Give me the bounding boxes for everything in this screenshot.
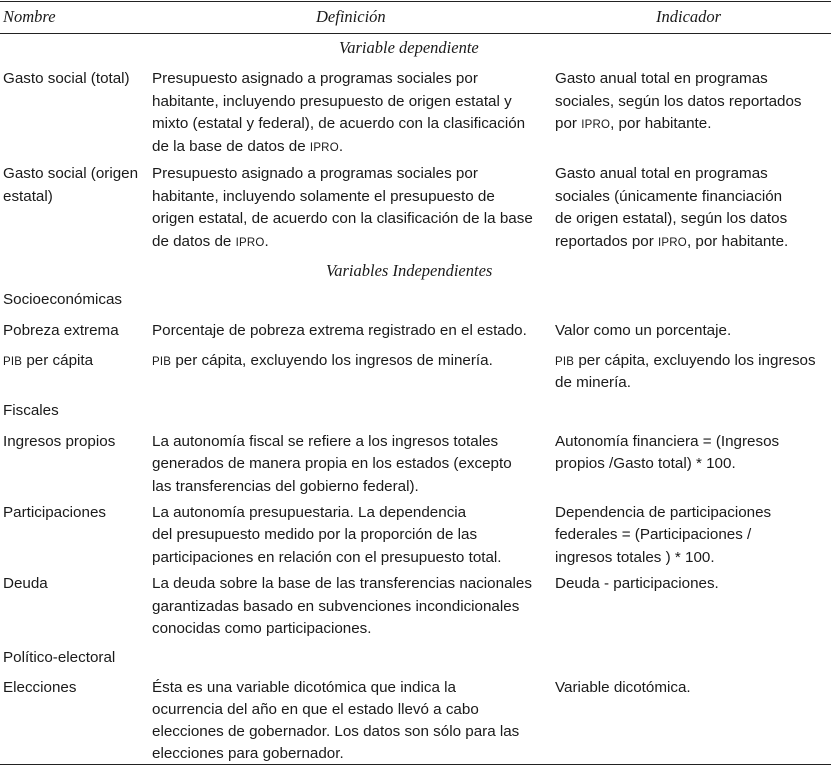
header-definicion: Definición: [316, 7, 386, 26]
row-gasto-estatal-def-4: de datos de IPRO.: [152, 233, 269, 250]
row-elecciones-def-3: elecciones de gobernador. Los datos son sólo para las: [152, 723, 520, 740]
abbr-pib: PIB: [152, 356, 172, 368]
row-participaciones-ind-2: federales = (Participaciones /: [555, 526, 752, 543]
row-gasto-total-ind-1: Gasto anual total en programas: [555, 70, 768, 87]
row-elecciones-def-2: ocurrencia del año en que el estado llevó a cabo: [152, 701, 479, 718]
header-nombre: Nombre: [3, 7, 56, 26]
row-ingresos-ind-1: Autonomía financiera = (Ingresos: [555, 433, 780, 450]
row-ingresos-def-3: las transferencias del gobierno federal).: [152, 478, 419, 495]
row-gasto-total-def-1: Presupuesto asignado a programas sociales por: [152, 70, 478, 87]
row-deuda-def-1: La deuda sobre la base de las transferencias nacionales: [152, 575, 532, 592]
row-gasto-estatal-ind-3: de origen estatal), según los datos: [555, 210, 788, 227]
row-participaciones-def-2: del presupuesto medido por la proporción de las: [152, 526, 478, 543]
row-pobreza-ind: Valor como un porcentaje.: [555, 322, 732, 339]
row-gasto-estatal-ind-1: Gasto anual total en programas: [555, 165, 768, 182]
row-gasto-estatal-nombre-1: Gasto social (origen: [3, 165, 139, 182]
row-participaciones-def-1: La autonomía presupuestaria. La dependencia: [152, 504, 467, 521]
row-deuda-def-2: garantizadas basado en subvenciones incondicionales: [152, 598, 520, 615]
row-participaciones-def-3: participaciones en relación con el presupuesto total.: [152, 549, 502, 566]
row-gasto-total-ind-2: sociales, según los datos reportados: [555, 93, 802, 110]
row-pib-ind-2: de minería.: [555, 374, 631, 391]
row-pib-ind-1: PIB per cápita, excluyendo los ingresos: [555, 352, 816, 369]
row-elecciones-def-4: elecciones para gobernador.: [152, 745, 344, 762]
group-fiscales: Fiscales: [3, 402, 59, 419]
header-rule: [0, 33, 831, 34]
row-deuda-ind: Deuda - participaciones.: [555, 575, 719, 592]
row-pib-nombre: PIB per cápita: [3, 352, 94, 369]
abbr-ipro: IPRO: [581, 119, 611, 131]
abbr-ipro: IPRO: [658, 237, 687, 249]
row-gasto-total-def-3: mixto (estatal y federal), de acuerdo con la clasificación: [152, 115, 526, 132]
abbr-pib: PIB: [555, 356, 575, 368]
row-gasto-estatal-ind-4: reportados por IPRO, por habitante.: [555, 233, 789, 250]
row-gasto-total-nombre: Gasto social (total): [3, 70, 130, 87]
group-socioeconomicas: Socioeconómicas: [3, 291, 123, 308]
row-gasto-estatal-nombre-2: estatal): [3, 188, 53, 205]
bottom-rule: [0, 764, 831, 765]
row-ingresos-def-1: La autonomía fiscal se refiere a los ingresos totales: [152, 433, 499, 450]
row-gasto-estatal-def-2: habitante, incluyendo solamente el presupuesto de: [152, 188, 495, 205]
row-pib-def: PIB per cápita, excluyendo los ingresos de minería.: [152, 352, 493, 369]
row-gasto-total-def-4: de la base de datos de IPRO.: [152, 138, 344, 155]
section-variables-independientes: Variables Independientes: [326, 261, 493, 280]
row-ingresos-ind-2: propios /Gasto total) * 100.: [555, 455, 736, 472]
row-gasto-estatal-ind-2: sociales (únicamente financiación: [555, 188, 783, 205]
row-gasto-estatal-def-3: origen estatal, de acuerdo con la clasificación de la base: [152, 210, 533, 227]
row-ingresos-nombre: Ingresos propios: [3, 433, 116, 450]
row-deuda-nombre: Deuda: [3, 575, 48, 592]
row-participaciones-ind-1: Dependencia de participaciones: [555, 504, 772, 521]
top-rule: [0, 1, 831, 2]
row-deuda-def-3: conocidas como participaciones.: [152, 620, 372, 637]
section-variable-dependiente: Variable dependiente: [339, 38, 479, 57]
row-ingresos-def-2: generados de manera propia en los estados (excepto: [152, 455, 512, 472]
row-gasto-total-ind-3: por IPRO, por habitante.: [555, 115, 712, 132]
row-elecciones-nombre: Elecciones: [3, 679, 77, 696]
row-pobreza-def: Porcentaje de pobreza extrema registrado en el estado.: [152, 322, 527, 339]
abbr-pib: PIB: [3, 356, 23, 368]
abbr-ipro: IPRO: [309, 142, 339, 154]
row-gasto-total-def-2: habitante, incluyendo presupuesto de origen estatal y: [152, 93, 512, 110]
row-participaciones-nombre: Participaciones: [3, 504, 106, 521]
row-pobreza-nombre: Pobreza extrema: [3, 322, 119, 339]
row-elecciones-ind: Variable dicotómica.: [555, 679, 691, 696]
row-gasto-estatal-def-1: Presupuesto asignado a programas sociales por: [152, 165, 478, 182]
header-indicador: Indicador: [656, 7, 722, 26]
row-participaciones-ind-3: ingresos totales ) * 100.: [555, 549, 715, 566]
abbr-ipro: IPRO: [235, 237, 265, 249]
group-politico-electoral: Político-electoral: [3, 649, 116, 666]
row-elecciones-def-1: Ésta es una variable dicotómica que indica la: [152, 679, 456, 696]
